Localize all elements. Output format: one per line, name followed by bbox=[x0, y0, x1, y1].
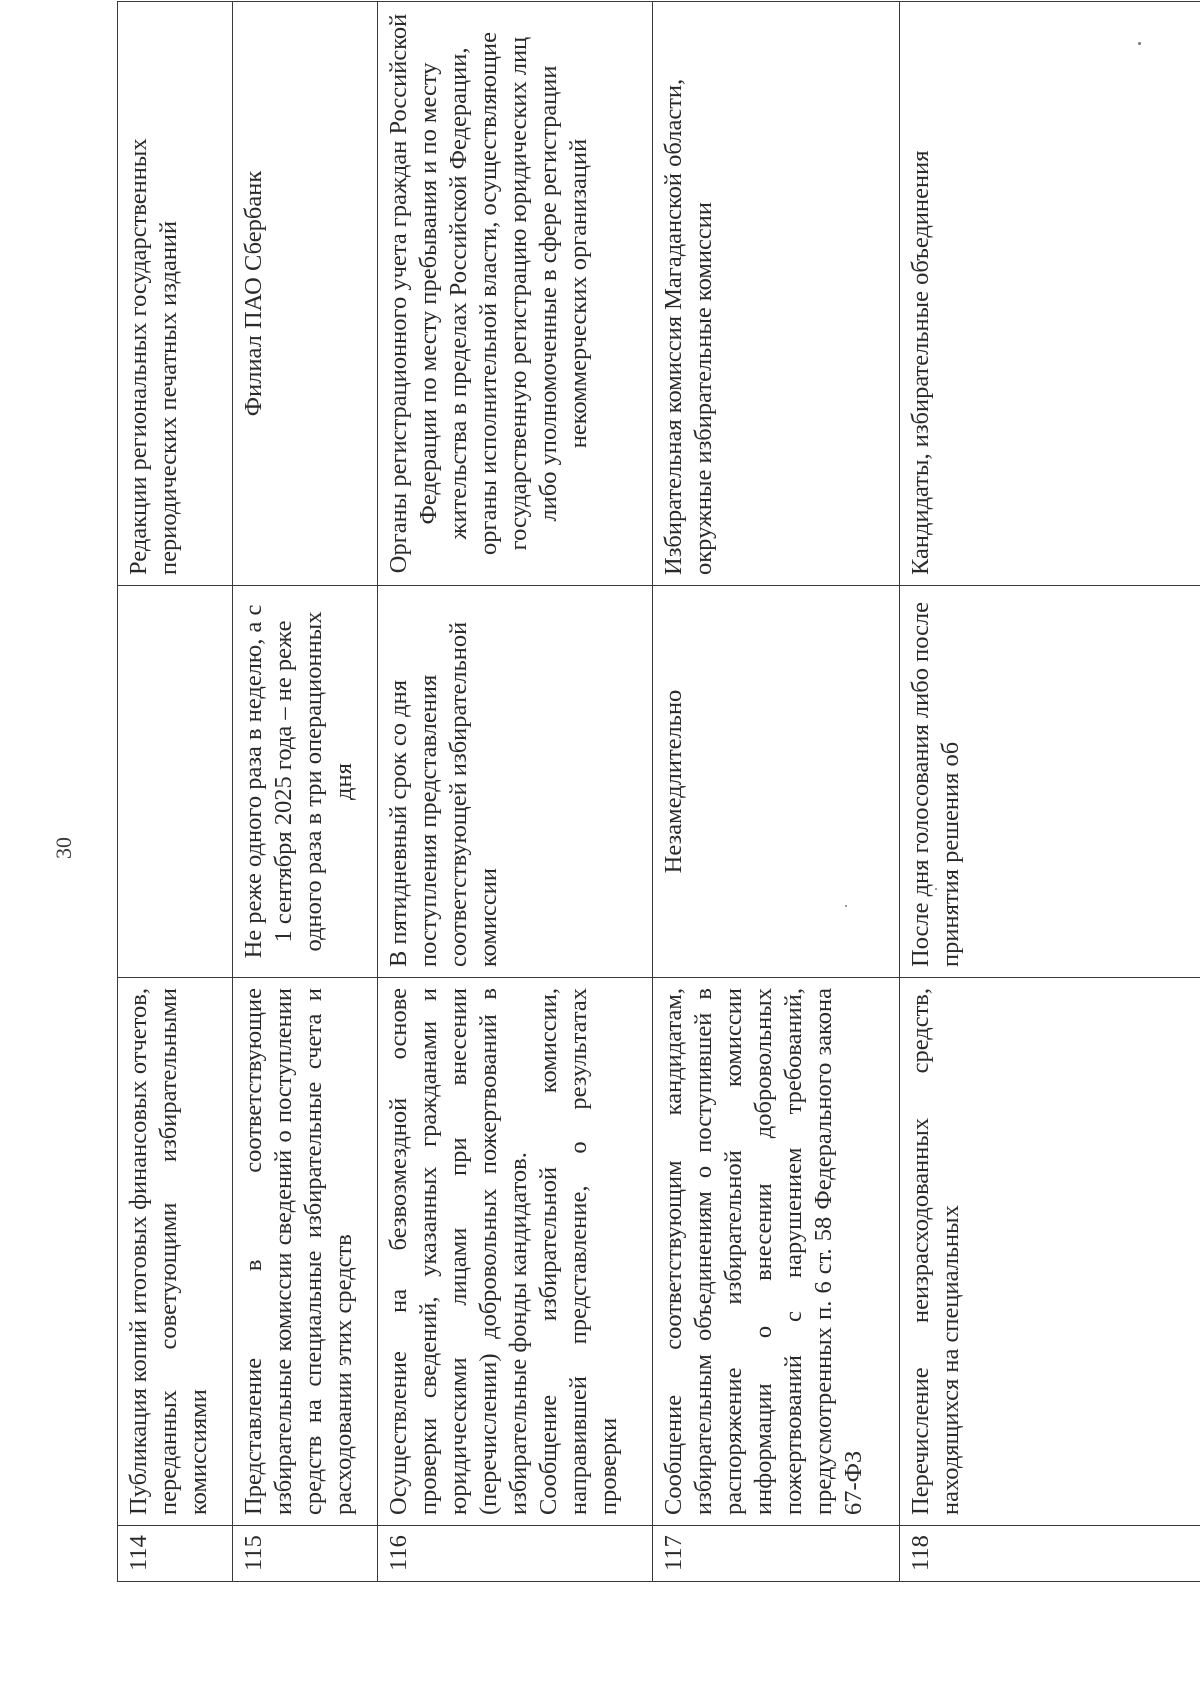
action-text: Публикация копий итоговых финансовых отчетов, переданных советующими избирательными комиссиями bbox=[125, 988, 212, 1515]
term-cell bbox=[118, 586, 233, 978]
action-text: Осуществление на безвозмездной основе проверки сведений, указанных гражданами и юридическими лицами при внесении (перечислении) добровольных пожертвований в избирательные фонды кандидатов. bbox=[385, 988, 532, 1515]
action-cell bbox=[900, 978, 1200, 1526]
action-cell bbox=[653, 978, 900, 1526]
term-cell: После дня голосования либо после принятия решения об bbox=[900, 586, 1200, 978]
row-number: 116 bbox=[378, 1526, 653, 1582]
executor-cell: Редакции региональных государственных периодических печатных изданий bbox=[118, 2, 233, 586]
table-row bbox=[118, 2, 233, 1582]
action-text: Сообщение соответствующим кандидатам, избирательным объединениям о поступившей в распоряжение избирательной комиссии информации о внесении добровольных пожертвований с нарушением требований, предусмотренных п. 6 ст. 58 Федерального закона 67-ФЗ bbox=[660, 988, 867, 1515]
row-number: 115 bbox=[233, 1526, 378, 1582]
action-cell bbox=[378, 978, 653, 1526]
schedule-table bbox=[117, 1, 1200, 1582]
executor-cell: Кандидаты, избирательные объединения bbox=[900, 2, 1200, 586]
rotated-table-container bbox=[117, 2, 1200, 1582]
table-row bbox=[653, 2, 900, 1582]
action-text: Перечисление неизрасходованных средств, находящихся на специальных bbox=[907, 988, 964, 1515]
table-row bbox=[233, 2, 378, 1582]
term-cell: Незамедлительно bbox=[653, 586, 900, 978]
action-cell bbox=[233, 978, 378, 1526]
executor-cell: Филиал ПАО Сбербанк bbox=[233, 2, 378, 586]
row-number: 118 bbox=[900, 1526, 1200, 1582]
table-row bbox=[900, 2, 1200, 1582]
executor-cell: Органы регистрационного учета граждан Российской Федерации по месту пребывания и по месту жительства в пределах Российской Федерации, органы исполнительной власти, осуществляющие государственную регистрацию юридических лиц либо уполномоченные в сфере регистрации некоммерческих организаций bbox=[378, 2, 653, 586]
page-number: 30 bbox=[51, 837, 76, 859]
term-cell: В пятидневный срок со дня поступления представления соответствующей избирательной комиссии bbox=[378, 586, 653, 978]
row-number: 114 bbox=[118, 1526, 233, 1582]
action-cell bbox=[118, 978, 233, 1526]
action-text: Представление в соответствующие избирательные комиссии сведений о поступлении средств на специальные избирательные счета и расходовании этих средств bbox=[240, 988, 357, 1515]
table-row bbox=[378, 2, 653, 1582]
action-text: Сообщение избирательной комиссии, направившей представление, о результатах проверки bbox=[535, 988, 622, 1515]
row-number: 117 bbox=[653, 1526, 900, 1582]
executor-cell: Избирательная комиссия Магаданской области, окружные избирательные комиссии bbox=[653, 2, 900, 586]
term-cell: Не реже одного раза в неделю, а с 1 сентября 2025 года – не реже одного раза в три операционных дня bbox=[233, 586, 378, 978]
